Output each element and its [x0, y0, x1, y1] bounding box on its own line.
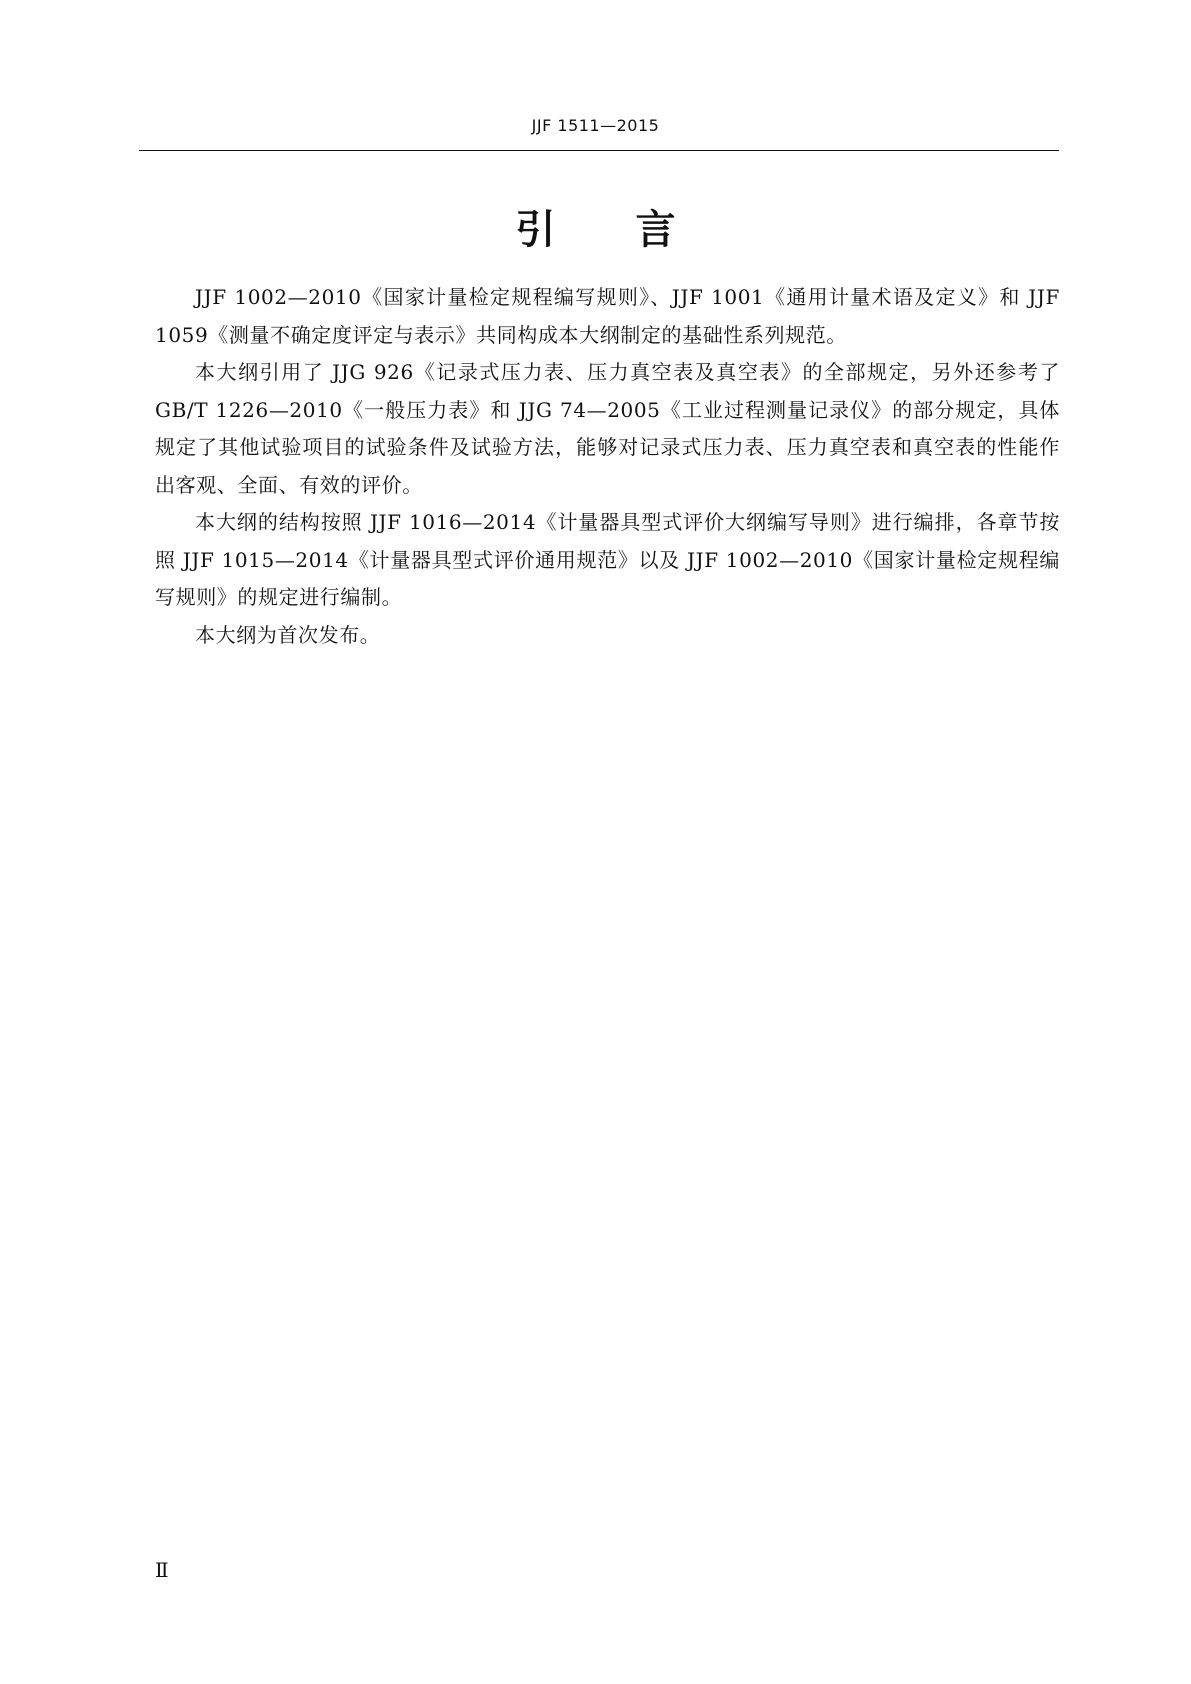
body-text — [155, 279, 1060, 654]
running-header: JJF 1511—2015 — [531, 116, 660, 135]
header-rule — [139, 150, 1059, 151]
paragraph: 本大纲为首次发布。 — [195, 622, 381, 647]
paragraph: 本大纲的结构按照 JJF 1016—2014《计量器具型式评价大纲编写导则》进行编排，各章节按照 JJF 1015—2014《计量器具型式评价通用规范》以及 JJF 1002—2010《国家计量检定规程编写规则》的规定进行编制。 — [155, 510, 1060, 609]
paragraph: JJF 1002—2010《国家计量检定规程编写规则》、JJF 1001《通用计量术语及定义》和 JJF 1059《测量不确定度评定与表示》共同构成本大纲制定的基础性系列规范。 — [155, 285, 1060, 347]
paragraph: 本大纲引用了 JJG 926《记录式压力表、压力真空表及真空表》的全部规定，另外还参考了 GB/T 1226—2010《一般压力表》和 JJG 74—2005《工业过程测量记录仪》的部分规定，具体规定了其他试验项目的试验条件及试验方法，能够对记录式压力表、压力真空表和真空表的性能作出客观、全面、有效的评价。 — [155, 360, 1060, 497]
page-number: Ⅱ — [155, 1558, 169, 1582]
section-title: 引言 — [515, 207, 756, 253]
